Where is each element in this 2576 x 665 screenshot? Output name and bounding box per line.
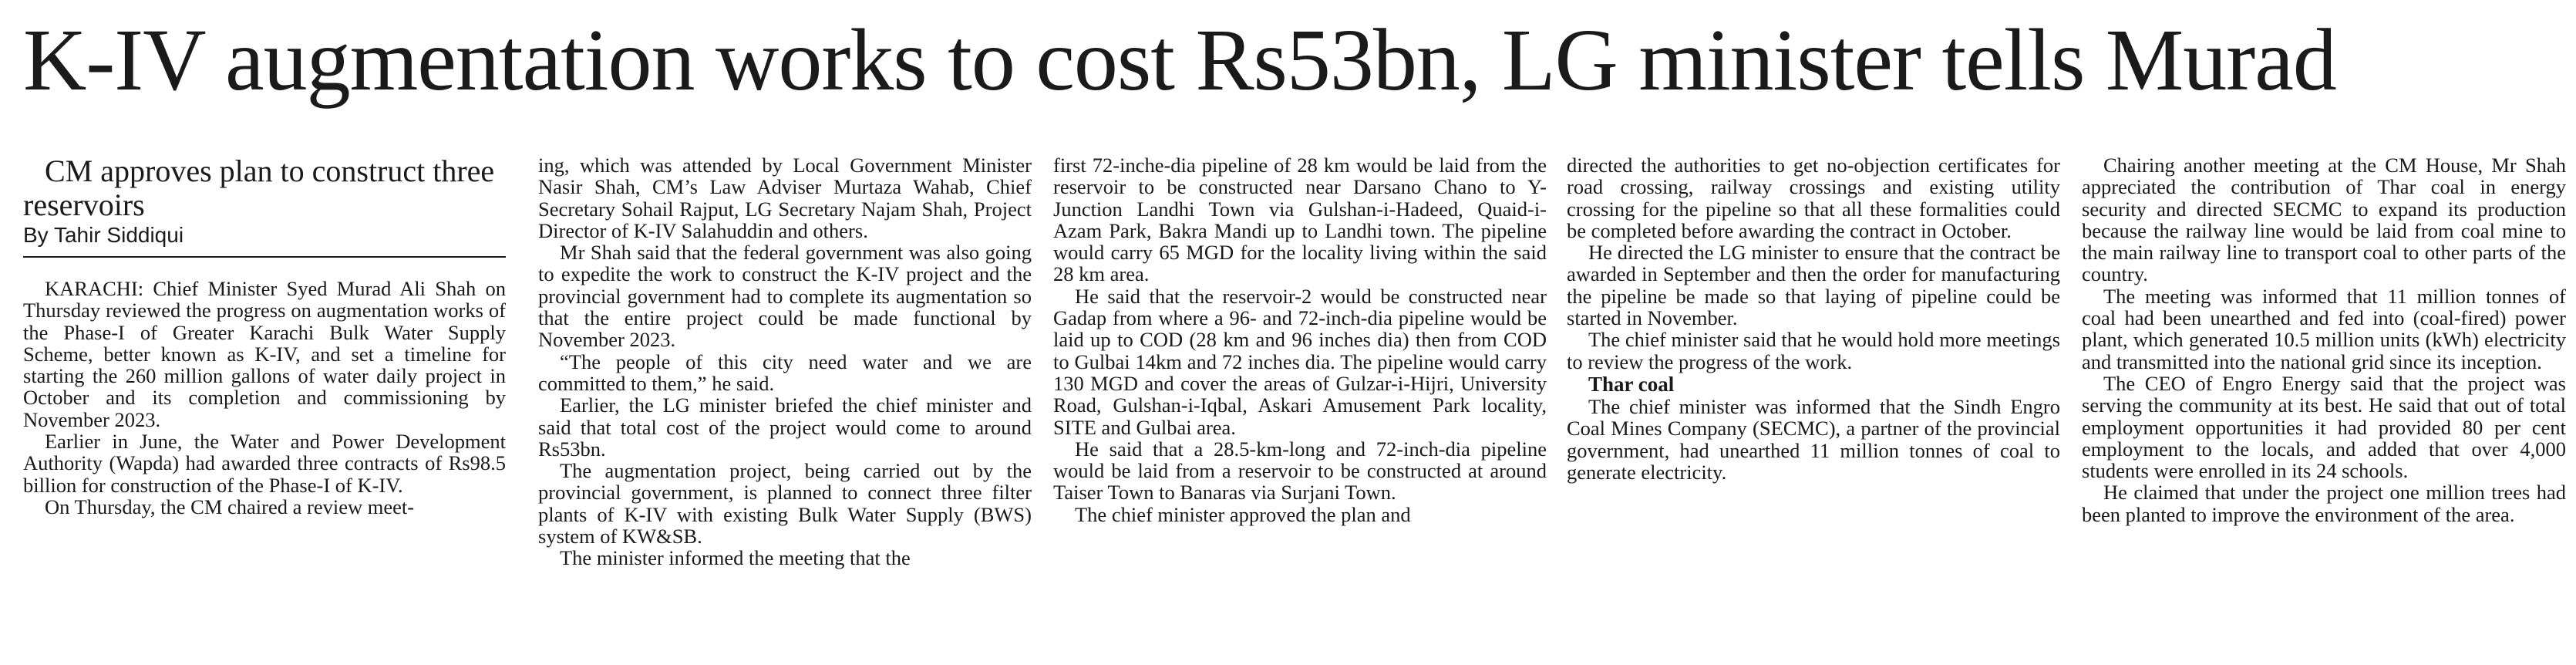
section-heading: Thar coal — [1588, 372, 1675, 396]
headline: K-IV augmentation works to cost Rs53bn, LG minister tells Murad — [23, 11, 2336, 109]
paragraph: Earlier in June, the Water and Power Development Authority (Wapda) had awarded three contracts of Rs98.5 billion for construction of the Phase-I of K-IV. — [23, 430, 506, 497]
paragraph: He directed the LG minister to ensure that the contract be awarded in September and then the order for manufacturing the pipeline be made so that laying of pipeline could be started in November. — [1567, 241, 2060, 330]
paragraph: The chief minister said that he would hold more meetings to review the progress of the work. — [1567, 328, 2060, 373]
paragraph: The minister informed the meeting that the — [560, 546, 911, 570]
paragraph-continuation: directed the authorities to get no-objection certificates for road crossing, railway crossings and existing utility crossing for the pipeline so that all these formalities could be completed before awarding the contract in October. — [1567, 154, 2060, 242]
byline: By Tahir Siddiqui — [23, 222, 506, 258]
paragraph: The CEO of Engro Energy said that the project was serving the community at its best. He said that out of total employment opportunities it had provided 80 per cent employment to the locals, and added that over 4,000 students were enrolled in its 24 schools. — [2082, 371, 2566, 483]
paragraph: Mr Shah said that the federal government was also going to expedite the work to construct the K-IV project and the provincial government had to complete its augmentation so that the entire project could be made functional by November 2023. — [538, 241, 1032, 352]
paragraph: Earlier, the LG minister briefed the chief minister and said that total cost of the project would come to around Rs53bn. — [538, 393, 1032, 461]
paragraph: He said that a 28.5-km-long and 72-inch-dia pipeline would be laid from a reservoir to be constructed at around Taiser Town to Banaras via Surjani Town. — [1053, 437, 1547, 505]
paragraph: The augmentation project, being carried out by the provincial government, is planned to connect three filter plants of K-IV with existing Bulk Water Supply (BWS) system of KW&SB. — [538, 459, 1032, 549]
paragraph-continuation: ing, which was attended by Local Government Minister Nasir Shah, CM’s Law Adviser Murtaza Wahab, Chief Secretary Sohail Rajput, LG Secretary Najam Shah, Project Director of K-IV Salahuddin and others. — [538, 154, 1032, 242]
paragraph: He claimed that under the project one million trees had been planted to improve the environment of the area. — [2082, 481, 2566, 526]
paragraph: He said that the reservoir-2 would be constructed near Gadap from where a 96- and 72-inch-dia pipeline would be laid up to COD (28 km and 96 inches dia) then from COD to Gulbai 14km and 72 inches dia. The pipeline would carry 130 MGD and cover the areas of Gulzar-i-Hijri, University Road, Gulshan-i-Iqbal, Askari Amusement Park locality, SITE and Gulbai area. — [1053, 284, 1547, 439]
paragraph: The chief minister was informed that the Sindh Engro Coal Mines Company (SECMC), a partner of the provincial government, had unearthed 11 million tonnes of coal to generate electricity. — [1567, 394, 2060, 484]
paragraph: The meeting was informed that 11 million tonnes of coal had been unearthed and fed into (coal-fired) power plant, which generated 10.5 million units (kWh) electricity and transmitted into the national grid since its inception. — [2082, 284, 2566, 373]
paragraph-continuation: first 72-inche-dia pipeline of 28 km would be laid from the reservoir to be constructed near Darsano Chano to Y-Junction Landhi Town via Gulshan-i-Hadeed, Quaid-i-Azam Park, Bakra Mandi up to Landhi town. The pipeline would carry 65 MGD for the locality living within the said 28 km area. — [1053, 154, 1547, 286]
paragraph: On Thursday, the CM chaired a review meet- — [45, 495, 415, 518]
paragraph: Chairing another meeting at the CM House, Mr Shah appreciated the contribution of Thar coal in energy security and directed SECMC to expand its production because the railway line would be laid from coal mine to the main railway line to transport coal to other parts of the country. — [2082, 154, 2566, 286]
article-column-5 — [2082, 154, 2566, 663]
subheadline: CM approves plan to construct three reservoirs — [23, 154, 495, 222]
paragraph: KARACHI: Chief Minister Syed Murad Ali Shah on Thursday reviewed the progress on augmentation works of the Phase-I of Greater Karachi Bulk Water Supply Scheme, better known as K-IV, and set a timeline for starting the 260 million gallons of water daily project in October and its completion and commissioning by November 2023. — [23, 277, 506, 431]
article-column-2 — [538, 154, 1032, 663]
paragraph: “The people of this city need water and we are committed to them,” he said. — [538, 349, 1032, 395]
article-column-3 — [1053, 154, 1547, 663]
paragraph: The chief minister approved the plan and — [1075, 502, 1411, 526]
article-column-1 — [23, 154, 506, 663]
article-column-4 — [1567, 154, 2060, 663]
